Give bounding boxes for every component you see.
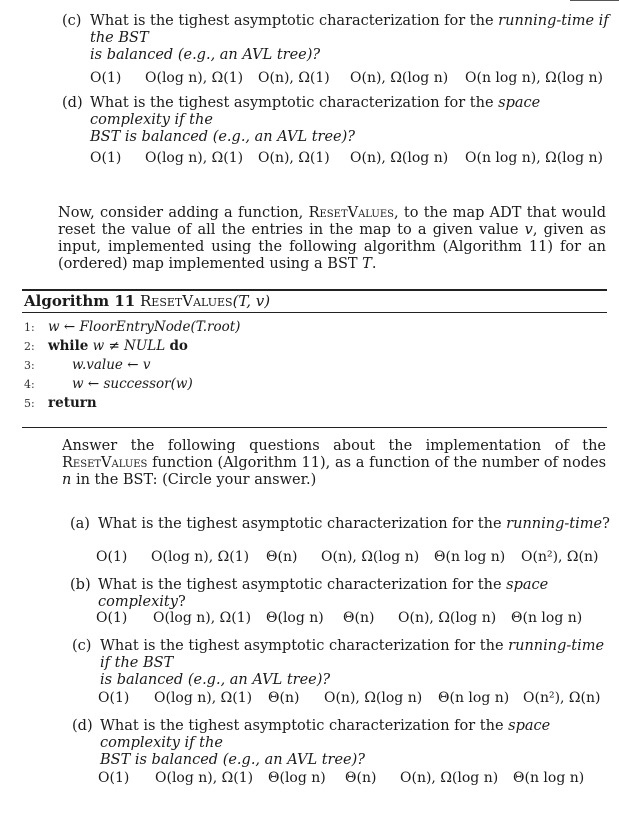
option[interactable]: O(1)	[96, 549, 128, 565]
question-emphasis: space complexity if the	[90, 95, 541, 128]
option[interactable]: Θ(n)	[345, 770, 377, 786]
keyword: do	[169, 338, 188, 354]
question-emphasis-2: is balanced (e.g., an AVL tree)?	[90, 47, 321, 63]
question-b-part2	[70, 577, 610, 611]
option[interactable]: O(log n), Ω(1)	[151, 549, 250, 565]
option[interactable]: O(n), Ω(log n)	[398, 610, 497, 626]
option[interactable]: O(1)	[90, 70, 122, 86]
intro-paragraph	[58, 205, 606, 273]
option[interactable]: O(log n), Ω(1)	[145, 70, 244, 86]
keyword: while	[48, 338, 89, 354]
question-text: What is the tighest asymptotic characterization for the	[90, 13, 494, 29]
option[interactable]: O(1)	[98, 770, 130, 786]
question-text: What is the tighest asymptotic characterization for the	[100, 718, 504, 734]
line-number: 4:	[24, 378, 35, 391]
option[interactable]: Θ(n)	[266, 549, 298, 565]
option[interactable]: Θ(n log n)	[434, 549, 506, 565]
option[interactable]: O(n), Ω(log n)	[400, 770, 499, 786]
question-emphasis-2: is balanced (e.g., an AVL tree)?	[100, 672, 331, 688]
option[interactable]: O(n), Ω(log n)	[350, 150, 449, 166]
top-rule	[570, 0, 619, 1]
option[interactable]: Θ(log n)	[268, 770, 326, 786]
option[interactable]: Θ(n log n)	[511, 610, 583, 626]
option[interactable]: O(n log n), Ω(log n)	[465, 150, 603, 166]
algorithm-name: ResetValues	[140, 292, 233, 310]
question-emphasis-2: BST is balanced (e.g., an AVL tree)?	[90, 129, 356, 145]
question-emphasis: running-time	[506, 516, 603, 532]
intro-text: Now, consider adding a function,	[58, 205, 304, 221]
answer-text: Answer the following questions about the implementation of the	[62, 438, 606, 454]
option[interactable]: Θ(n log n)	[513, 770, 585, 786]
algorithm-top-rule	[22, 289, 607, 291]
line-code: w ← successor(w)	[72, 376, 193, 392]
algorithm-line	[24, 319, 240, 335]
answer-text: in the BST: (Circle your answer.)	[75, 472, 317, 488]
question-d-part1	[62, 95, 610, 146]
question-label: (d)	[62, 95, 83, 111]
answer-text: function (Algorithm 11), as a function of the number of nodes	[152, 455, 607, 471]
option[interactable]: O(n), Ω(log n)	[324, 690, 423, 706]
option[interactable]: O(n), Ω(log n)	[350, 70, 449, 86]
option[interactable]: O(n²), Ω(n)	[523, 690, 601, 706]
option[interactable]: O(log n), Ω(1)	[145, 150, 244, 166]
question-label: (c)	[72, 638, 92, 654]
question-text: What is the tighest asymptotic characterization for the	[98, 577, 502, 593]
option[interactable]: Θ(n)	[343, 610, 375, 626]
function-name: ResetValues	[308, 205, 394, 221]
keyword: return	[48, 395, 97, 411]
algorithm-title: Algorithm 11	[24, 292, 136, 310]
option[interactable]: O(1)	[96, 610, 128, 626]
intro-text: , to the map ADT that would reset the value of all the entries in the map to a given value	[58, 205, 607, 238]
answer-intro-paragraph	[62, 438, 606, 489]
question-emphasis: running-time if the BST	[100, 638, 605, 671]
option[interactable]: O(n), Ω(log n)	[321, 549, 420, 565]
line-number: 5:	[24, 397, 35, 410]
algorithm-header-rule	[22, 312, 607, 313]
option[interactable]: Θ(n)	[268, 690, 300, 706]
question-suffix: ?	[602, 516, 610, 532]
math-var: T	[362, 256, 372, 272]
option[interactable]: O(n), Ω(1)	[258, 150, 330, 166]
function-name: ResetValues	[62, 455, 148, 471]
question-suffix: ?	[177, 594, 186, 610]
question-emphasis: space complexity	[98, 577, 549, 610]
question-emphasis: running-time if the BST	[90, 13, 609, 46]
question-label: (a)	[70, 516, 90, 532]
intro-text: .	[371, 256, 377, 272]
algorithm-args: (T, v)	[232, 292, 271, 310]
option[interactable]: Θ(log n)	[266, 610, 324, 626]
algorithm-line	[24, 338, 188, 354]
question-text: What is the tighest asymptotic characterization for the	[100, 638, 504, 654]
option[interactable]: Θ(n log n)	[438, 690, 510, 706]
option[interactable]: O(n), Ω(1)	[258, 70, 330, 86]
question-text: What is the tighest asymptotic characterization for the	[90, 95, 494, 111]
line-code: w ← FloorEntryNode(T.root)	[48, 319, 241, 335]
line-code: w.value ← v	[72, 357, 151, 373]
option[interactable]: O(log n), Ω(1)	[155, 770, 254, 786]
option[interactable]: O(1)	[98, 690, 130, 706]
algorithm-line	[24, 376, 193, 392]
algorithm-line	[24, 357, 150, 373]
option[interactable]: O(n²), Ω(n)	[521, 549, 599, 565]
question-d-part2	[72, 718, 610, 769]
math-var: n	[62, 472, 72, 488]
line-number: 3:	[24, 359, 35, 372]
question-c-part2	[72, 638, 610, 689]
option[interactable]: O(log n), Ω(1)	[153, 610, 252, 626]
question-c-part1	[62, 13, 610, 64]
option[interactable]: O(log n), Ω(1)	[154, 690, 253, 706]
question-text: What is the tighest asymptotic characterization for the	[98, 516, 502, 532]
question-emphasis: space complexity if the	[100, 718, 551, 751]
algorithm-bottom-rule	[22, 427, 607, 428]
question-label: (c)	[62, 13, 82, 29]
option[interactable]: O(n log n), Ω(log n)	[465, 70, 603, 86]
line-number: 2:	[24, 340, 35, 353]
intro-text: , given as input, implemented using the following algorithm (Algorithm 11) for an (ordered) map implemented using a BST	[58, 222, 606, 272]
algorithm-header	[24, 292, 270, 310]
math-var: v	[524, 222, 533, 238]
question-emphasis-2: BST is balanced (e.g., an AVL tree)?	[100, 752, 366, 768]
algorithm-line	[24, 395, 97, 411]
line-code: w ≠ NULL	[92, 338, 166, 354]
line-number: 1:	[24, 321, 35, 334]
question-a-part2	[70, 516, 610, 533]
question-label: (b)	[70, 577, 91, 593]
option[interactable]: O(1)	[90, 150, 122, 166]
question-label: (d)	[72, 718, 93, 734]
